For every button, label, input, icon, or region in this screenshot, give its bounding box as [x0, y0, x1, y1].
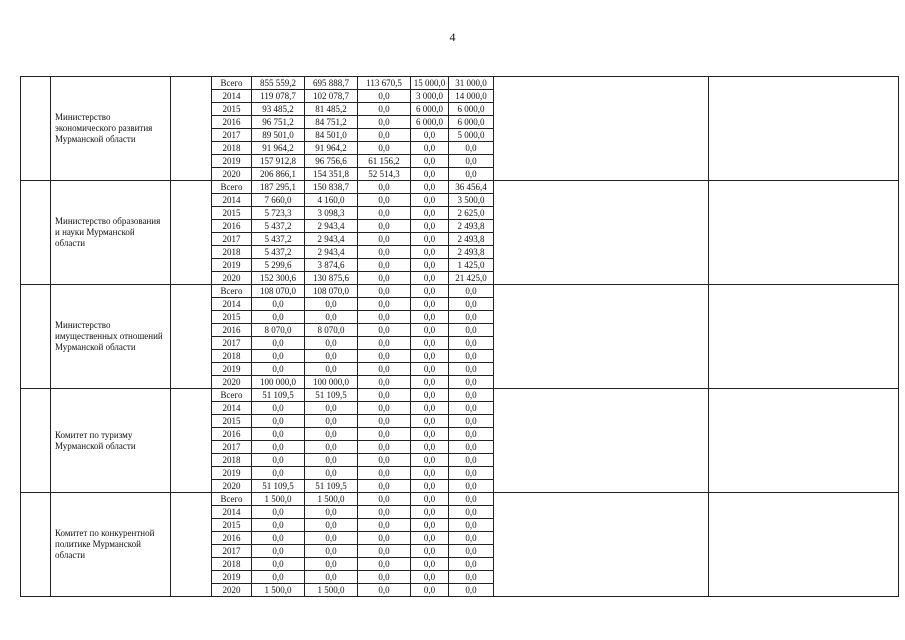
- value-cell: 5 437,2: [252, 246, 305, 259]
- value-cell: 84 751,2: [305, 116, 358, 129]
- value-cell: 2 943,4: [305, 246, 358, 259]
- year-cell: 2016: [212, 116, 252, 129]
- year-cell: 2019: [212, 571, 252, 584]
- value-cell: 0,0: [305, 454, 358, 467]
- value-cell: 0,0: [411, 194, 449, 207]
- value-cell: 0,0: [411, 350, 449, 363]
- table-row: [21, 493, 899, 506]
- value-cell: 96 756,6: [305, 155, 358, 168]
- value-cell: 96 751,2: [252, 116, 305, 129]
- value-cell: 0,0: [305, 298, 358, 311]
- result-cell: [709, 493, 899, 597]
- value-cell: 0,0: [411, 324, 449, 337]
- value-cell: 0,0: [252, 467, 305, 480]
- year-cell: 2014: [212, 194, 252, 207]
- index-cell: [21, 285, 51, 389]
- value-cell: 2 493,8: [449, 220, 494, 233]
- value-cell: 0,0: [411, 285, 449, 298]
- year-cell: 2020: [212, 272, 252, 285]
- value-cell: 113 670,5: [358, 77, 411, 90]
- value-cell: 695 888,7: [305, 77, 358, 90]
- year-cell: 2015: [212, 519, 252, 532]
- value-cell: 108 070,0: [252, 285, 305, 298]
- value-cell: 51 109,5: [305, 389, 358, 402]
- value-cell: 102 078,7: [305, 90, 358, 103]
- table-row: [21, 181, 899, 194]
- year-cell: 2016: [212, 220, 252, 233]
- year-cell: 2019: [212, 467, 252, 480]
- value-cell: 152 300,6: [252, 272, 305, 285]
- value-cell: 0,0: [411, 246, 449, 259]
- value-cell: 0,0: [305, 545, 358, 558]
- value-cell: 0,0: [411, 558, 449, 571]
- value-cell: 3 874,6: [305, 259, 358, 272]
- value-cell: 0,0: [449, 376, 494, 389]
- value-cell: 0,0: [411, 584, 449, 597]
- value-cell: 89 501,0: [252, 129, 305, 142]
- value-cell: 0,0: [358, 376, 411, 389]
- organization-name: Министерство экономического развития Мурманской области: [51, 77, 171, 181]
- year-cell: 2014: [212, 90, 252, 103]
- index-cell: [21, 389, 51, 493]
- year-cell: 2017: [212, 129, 252, 142]
- value-cell: 0,0: [252, 441, 305, 454]
- value-cell: 0,0: [449, 506, 494, 519]
- value-cell: 0,0: [252, 454, 305, 467]
- value-cell: 0,0: [449, 142, 494, 155]
- value-cell: 51 109,5: [252, 480, 305, 493]
- value-cell: 157 912,8: [252, 155, 305, 168]
- value-cell: 0,0: [358, 207, 411, 220]
- value-cell: 0,0: [252, 532, 305, 545]
- year-cell: 2015: [212, 103, 252, 116]
- value-cell: 0,0: [358, 272, 411, 285]
- value-cell: 0,0: [449, 480, 494, 493]
- value-cell: 0,0: [358, 363, 411, 376]
- value-cell: 0,0: [449, 519, 494, 532]
- value-cell: 91 964,2: [252, 142, 305, 155]
- value-cell: 0,0: [411, 402, 449, 415]
- value-cell: 0,0: [252, 350, 305, 363]
- value-cell: 0,0: [305, 519, 358, 532]
- value-cell: 0,0: [305, 571, 358, 584]
- value-cell: 0,0: [252, 571, 305, 584]
- value-cell: 0,0: [358, 467, 411, 480]
- value-cell: 4 160,0: [305, 194, 358, 207]
- value-cell: 5 437,2: [252, 220, 305, 233]
- source-cell: [171, 77, 212, 181]
- value-cell: 0,0: [411, 207, 449, 220]
- value-cell: 0,0: [449, 545, 494, 558]
- value-cell: 0,0: [358, 428, 411, 441]
- result-cell: [709, 389, 899, 493]
- indicator-cell: [494, 181, 709, 285]
- year-cell: 2014: [212, 506, 252, 519]
- value-cell: 0,0: [411, 467, 449, 480]
- value-cell: 0,0: [411, 493, 449, 506]
- value-cell: 0,0: [358, 415, 411, 428]
- value-cell: 100 000,0: [305, 376, 358, 389]
- value-cell: 855 559,2: [252, 77, 305, 90]
- year-cell: Всего: [212, 181, 252, 194]
- value-cell: 0,0: [449, 532, 494, 545]
- value-cell: 0,0: [411, 259, 449, 272]
- value-cell: 0,0: [358, 480, 411, 493]
- value-cell: 3 000,0: [411, 90, 449, 103]
- value-cell: 0,0: [411, 545, 449, 558]
- value-cell: 21 425,0: [449, 272, 494, 285]
- value-cell: 0,0: [411, 389, 449, 402]
- value-cell: 5 723,3: [252, 207, 305, 220]
- value-cell: 0,0: [305, 337, 358, 350]
- value-cell: 0,0: [449, 558, 494, 571]
- value-cell: 119 078,7: [252, 90, 305, 103]
- value-cell: 0,0: [358, 142, 411, 155]
- value-cell: 0,0: [449, 402, 494, 415]
- value-cell: 84 501,0: [305, 129, 358, 142]
- value-cell: 0,0: [449, 584, 494, 597]
- value-cell: 0,0: [358, 506, 411, 519]
- value-cell: 0,0: [358, 584, 411, 597]
- value-cell: 0,0: [358, 194, 411, 207]
- index-cell: [21, 181, 51, 285]
- value-cell: 0,0: [358, 103, 411, 116]
- value-cell: 0,0: [449, 571, 494, 584]
- value-cell: 108 070,0: [305, 285, 358, 298]
- value-cell: 0,0: [252, 415, 305, 428]
- source-cell: [171, 493, 212, 597]
- value-cell: 0,0: [411, 168, 449, 181]
- value-cell: 0,0: [358, 545, 411, 558]
- value-cell: 0,0: [411, 363, 449, 376]
- value-cell: 51 109,5: [305, 480, 358, 493]
- value-cell: 1 425,0: [449, 259, 494, 272]
- value-cell: 0,0: [358, 90, 411, 103]
- value-cell: 0,0: [411, 337, 449, 350]
- indicator-cell: [494, 285, 709, 389]
- value-cell: 0,0: [305, 415, 358, 428]
- value-cell: 0,0: [358, 389, 411, 402]
- budget-table: [20, 76, 899, 597]
- value-cell: 0,0: [358, 402, 411, 415]
- value-cell: 0,0: [411, 220, 449, 233]
- value-cell: 0,0: [411, 519, 449, 532]
- year-cell: 2019: [212, 259, 252, 272]
- value-cell: 0,0: [358, 285, 411, 298]
- year-cell: 2014: [212, 402, 252, 415]
- year-cell: 2018: [212, 454, 252, 467]
- value-cell: 3 500,0: [449, 194, 494, 207]
- value-cell: 0,0: [449, 454, 494, 467]
- value-cell: 0,0: [358, 246, 411, 259]
- index-cell: [21, 493, 51, 597]
- value-cell: 0,0: [449, 363, 494, 376]
- year-cell: 2019: [212, 155, 252, 168]
- value-cell: 0,0: [252, 428, 305, 441]
- value-cell: 206 866,1: [252, 168, 305, 181]
- year-cell: 2014: [212, 298, 252, 311]
- value-cell: 0,0: [252, 363, 305, 376]
- value-cell: 2 943,4: [305, 233, 358, 246]
- value-cell: 0,0: [449, 467, 494, 480]
- year-cell: 2015: [212, 207, 252, 220]
- year-cell: 2018: [212, 246, 252, 259]
- value-cell: 0,0: [358, 259, 411, 272]
- value-cell: 0,0: [305, 350, 358, 363]
- indicator-cell: [494, 77, 709, 181]
- value-cell: 0,0: [411, 428, 449, 441]
- year-cell: 2020: [212, 168, 252, 181]
- value-cell: 0,0: [358, 311, 411, 324]
- value-cell: 91 964,2: [305, 142, 358, 155]
- value-cell: 0,0: [358, 337, 411, 350]
- value-cell: 0,0: [305, 558, 358, 571]
- value-cell: 0,0: [358, 298, 411, 311]
- year-cell: 2016: [212, 532, 252, 545]
- value-cell: 0,0: [411, 415, 449, 428]
- source-cell: [171, 181, 212, 285]
- value-cell: 5 299,6: [252, 259, 305, 272]
- value-cell: 0,0: [449, 428, 494, 441]
- organization-name: Министерство образования и науки Мурманской области: [51, 181, 171, 285]
- value-cell: 6 000,0: [411, 103, 449, 116]
- table-row: [21, 285, 899, 298]
- value-cell: 0,0: [252, 519, 305, 532]
- year-cell: Всего: [212, 493, 252, 506]
- value-cell: 0,0: [411, 181, 449, 194]
- result-cell: [709, 285, 899, 389]
- value-cell: 0,0: [358, 181, 411, 194]
- value-cell: 14 000,0: [449, 90, 494, 103]
- value-cell: 1 500,0: [305, 493, 358, 506]
- value-cell: 0,0: [449, 441, 494, 454]
- value-cell: 0,0: [252, 298, 305, 311]
- value-cell: 7 660,0: [252, 194, 305, 207]
- year-cell: 2019: [212, 363, 252, 376]
- value-cell: 0,0: [305, 532, 358, 545]
- value-cell: 2 625,0: [449, 207, 494, 220]
- value-cell: 0,0: [358, 220, 411, 233]
- value-cell: 0,0: [358, 519, 411, 532]
- value-cell: 0,0: [305, 311, 358, 324]
- table-row: [21, 389, 899, 402]
- value-cell: 15 000,0: [411, 77, 449, 90]
- value-cell: 0,0: [449, 155, 494, 168]
- year-cell: 2018: [212, 350, 252, 363]
- value-cell: 0,0: [449, 337, 494, 350]
- organization-name: Министерство имущественных отношений Мурманской области: [51, 285, 171, 389]
- value-cell: 0,0: [449, 493, 494, 506]
- result-cell: [709, 181, 899, 285]
- year-cell: 2020: [212, 584, 252, 597]
- value-cell: 0,0: [411, 441, 449, 454]
- value-cell: 2 493,8: [449, 246, 494, 259]
- value-cell: 150 838,7: [305, 181, 358, 194]
- value-cell: 3 098,3: [305, 207, 358, 220]
- year-cell: 2018: [212, 558, 252, 571]
- value-cell: 6 000,0: [411, 116, 449, 129]
- value-cell: 154 351,8: [305, 168, 358, 181]
- year-cell: Всего: [212, 389, 252, 402]
- value-cell: 0,0: [358, 116, 411, 129]
- source-cell: [171, 285, 212, 389]
- value-cell: 0,0: [252, 558, 305, 571]
- value-cell: 0,0: [411, 506, 449, 519]
- index-cell: [21, 77, 51, 181]
- value-cell: 130 875,6: [305, 272, 358, 285]
- result-cell: [709, 77, 899, 181]
- year-cell: 2017: [212, 545, 252, 558]
- value-cell: 0,0: [358, 571, 411, 584]
- value-cell: 1 500,0: [305, 584, 358, 597]
- value-cell: 0,0: [411, 155, 449, 168]
- organization-name: Комитет по туризму Мурманской области: [51, 389, 171, 493]
- value-cell: 0,0: [305, 441, 358, 454]
- value-cell: 0,0: [358, 558, 411, 571]
- value-cell: 0,0: [411, 311, 449, 324]
- year-cell: 2016: [212, 324, 252, 337]
- year-cell: 2020: [212, 376, 252, 389]
- value-cell: 0,0: [358, 233, 411, 246]
- value-cell: 5 000,0: [449, 129, 494, 142]
- value-cell: 0,0: [411, 272, 449, 285]
- value-cell: 187 295,1: [252, 181, 305, 194]
- value-cell: 0,0: [411, 480, 449, 493]
- value-cell: 0,0: [411, 233, 449, 246]
- year-cell: 2016: [212, 428, 252, 441]
- value-cell: 0,0: [411, 142, 449, 155]
- value-cell: 2 943,4: [305, 220, 358, 233]
- value-cell: 6 000,0: [449, 116, 494, 129]
- indicator-cell: [494, 493, 709, 597]
- value-cell: 1 500,0: [252, 493, 305, 506]
- value-cell: 0,0: [449, 298, 494, 311]
- value-cell: 93 485,2: [252, 103, 305, 116]
- value-cell: 0,0: [411, 571, 449, 584]
- year-cell: 2020: [212, 480, 252, 493]
- value-cell: 51 109,5: [252, 389, 305, 402]
- value-cell: 0,0: [449, 415, 494, 428]
- value-cell: 0,0: [358, 493, 411, 506]
- table-row: [21, 77, 899, 90]
- value-cell: 0,0: [305, 506, 358, 519]
- value-cell: 0,0: [411, 454, 449, 467]
- value-cell: 0,0: [252, 402, 305, 415]
- year-cell: 2017: [212, 441, 252, 454]
- indicator-cell: [494, 389, 709, 493]
- value-cell: 31 000,0: [449, 77, 494, 90]
- value-cell: 2 493,8: [449, 233, 494, 246]
- value-cell: 0,0: [252, 545, 305, 558]
- value-cell: 0,0: [449, 389, 494, 402]
- value-cell: 0,0: [305, 363, 358, 376]
- value-cell: 0,0: [411, 376, 449, 389]
- value-cell: 100 000,0: [252, 376, 305, 389]
- value-cell: 0,0: [449, 285, 494, 298]
- value-cell: 0,0: [358, 441, 411, 454]
- year-cell: 2015: [212, 311, 252, 324]
- year-cell: Всего: [212, 77, 252, 90]
- year-cell: Всего: [212, 285, 252, 298]
- value-cell: 0,0: [449, 168, 494, 181]
- year-cell: 2017: [212, 337, 252, 350]
- value-cell: 0,0: [449, 324, 494, 337]
- value-cell: 0,0: [305, 467, 358, 480]
- value-cell: 0,0: [305, 428, 358, 441]
- value-cell: 0,0: [252, 337, 305, 350]
- value-cell: 0,0: [411, 532, 449, 545]
- value-cell: 0,0: [358, 350, 411, 363]
- value-cell: 8 070,0: [305, 324, 358, 337]
- year-cell: 2018: [212, 142, 252, 155]
- value-cell: 0,0: [252, 506, 305, 519]
- value-cell: 0,0: [358, 324, 411, 337]
- value-cell: 0,0: [411, 298, 449, 311]
- value-cell: 0,0: [449, 350, 494, 363]
- page-number: 4: [449, 30, 456, 44]
- value-cell: 0,0: [358, 532, 411, 545]
- value-cell: 0,0: [358, 129, 411, 142]
- value-cell: 0,0: [411, 129, 449, 142]
- value-cell: 0,0: [449, 311, 494, 324]
- value-cell: 36 456,4: [449, 181, 494, 194]
- value-cell: 0,0: [252, 311, 305, 324]
- value-cell: 8 070,0: [252, 324, 305, 337]
- value-cell: 81 485,2: [305, 103, 358, 116]
- value-cell: 1 500,0: [252, 584, 305, 597]
- year-cell: 2017: [212, 233, 252, 246]
- value-cell: 52 514,3: [358, 168, 411, 181]
- source-cell: [171, 389, 212, 493]
- value-cell: 0,0: [358, 454, 411, 467]
- value-cell: 0,0: [305, 402, 358, 415]
- year-cell: 2015: [212, 415, 252, 428]
- value-cell: 5 437,2: [252, 233, 305, 246]
- organization-name: Комитет по конкурентной политике Мурманской области: [51, 493, 171, 597]
- value-cell: 61 156,2: [358, 155, 411, 168]
- value-cell: 6 000,0: [449, 103, 494, 116]
